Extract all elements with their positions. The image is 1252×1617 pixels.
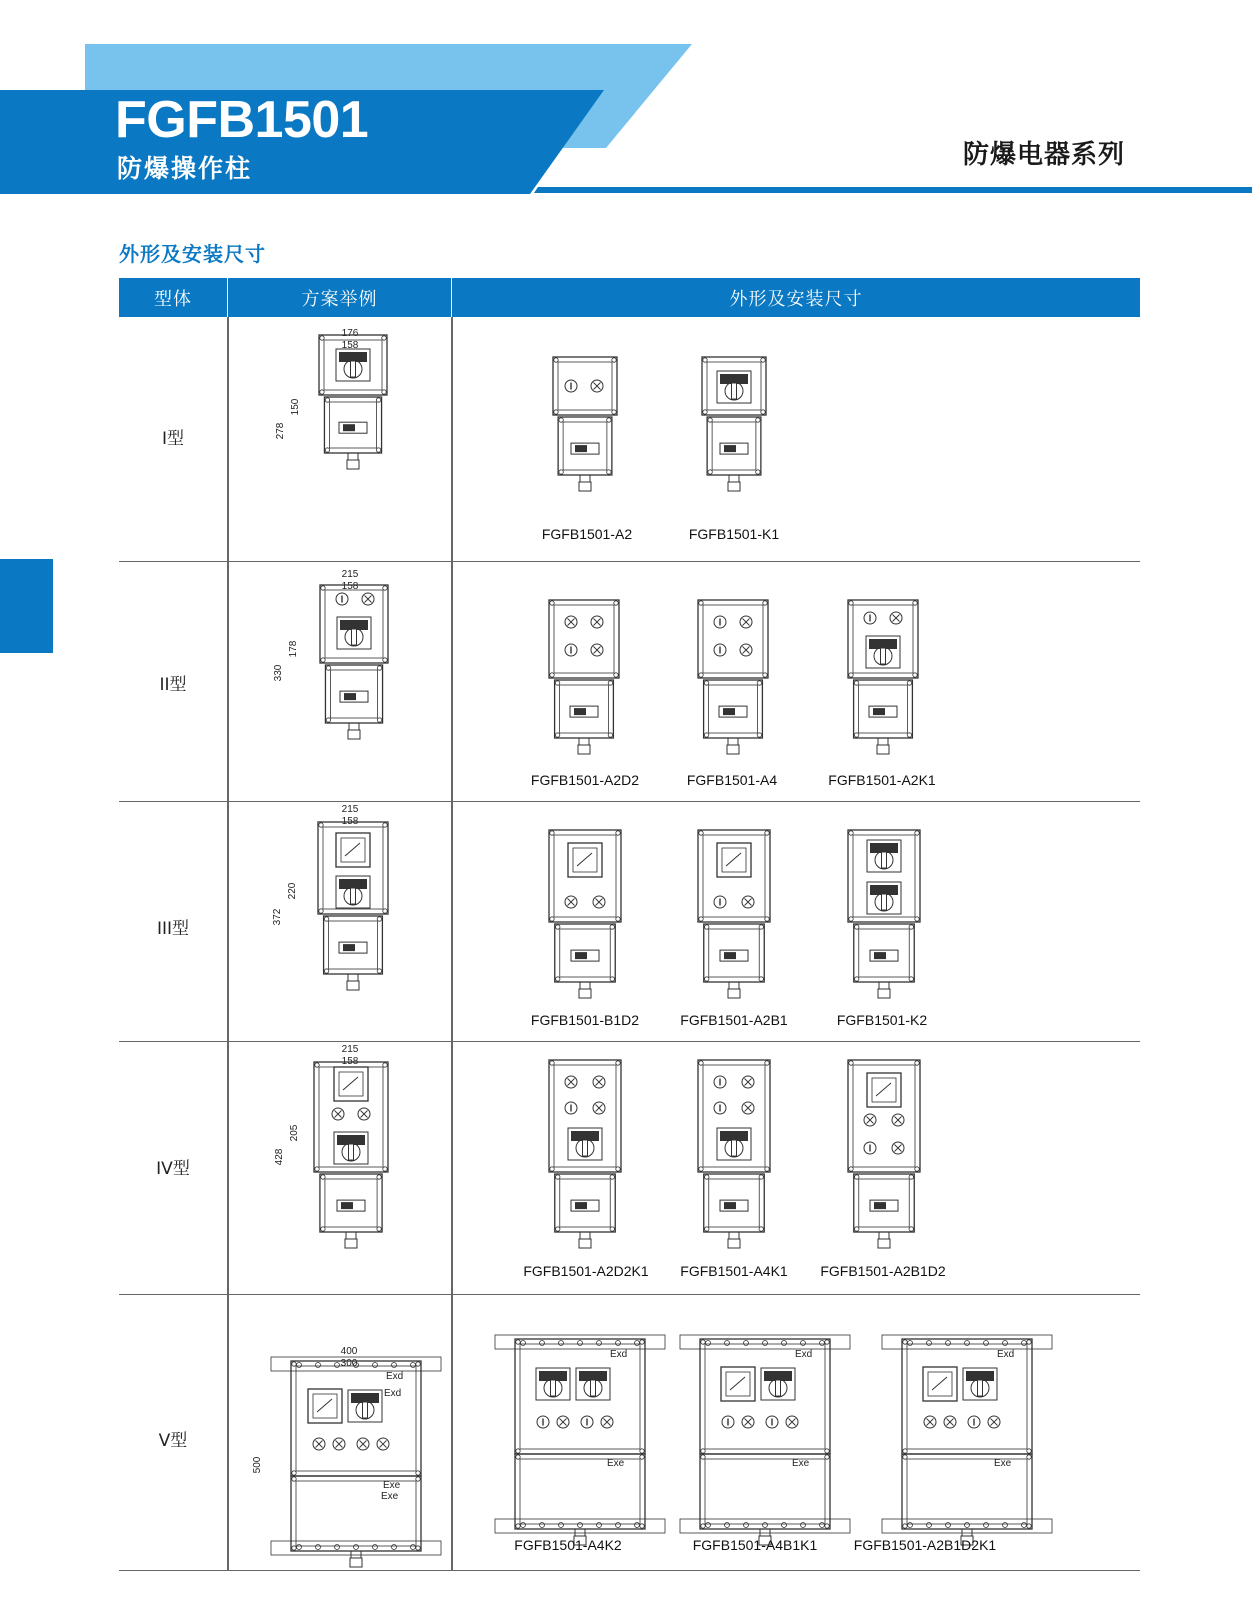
model-caption: FGFB1501-A2B1D2 [820,1263,946,1279]
model-drawing [553,357,617,491]
model-caption: FGFB1501-A4 [686,772,778,788]
dim-width-outer: 215 [341,804,359,815]
model-drawings [452,317,1140,1571]
dim-height-total: 278 [275,422,286,440]
svg-text:Exd: Exd [386,1371,404,1382]
model-caption: FGFB1501-A4B1K1 [692,1537,818,1553]
section-title: 外形及安装尺寸 [119,242,266,266]
model-drawing [698,1060,770,1248]
example-drawing-type-4 [314,1062,388,1248]
exd-label: Exd [384,1388,402,1399]
model-drawing [549,1060,621,1248]
svg-text:Exe: Exe [607,1458,625,1469]
dim-width-outer: 215 [341,1044,359,1055]
type-label: IV型 [156,1159,190,1179]
model-drawing [698,830,770,998]
dim-height-total: 372 [272,908,283,926]
model-drawing [848,830,920,998]
column-header-type: 型体 [119,278,227,317]
model-drawing [698,600,768,754]
column-header-dimensions: 外形及安装尺寸 [452,278,1140,317]
dim-width-inner: 300 [340,1358,358,1369]
svg-text:Exe: Exe [383,1480,401,1491]
product-name-subtitle: 防爆操作柱 [117,154,253,183]
model-drawing [848,600,918,754]
type-label: I型 [161,429,184,449]
dim-height-total: 500 [252,1456,263,1474]
example-drawing-type-3 [318,822,388,990]
dim-height-box: 205 [289,1124,300,1142]
dimension-table [119,278,1140,1571]
svg-text:Exd: Exd [610,1349,628,1360]
model-caption: FGFB1501-A2B1D2K1 [853,1537,997,1553]
dim-width-inner: 158 [341,581,359,592]
dim-width-outer: 400 [340,1346,358,1357]
example-drawings [228,317,451,1571]
model-drawing [882,1335,1052,1545]
model-caption: FGFB1501-K2 [836,1012,928,1028]
model-drawing [549,830,621,998]
model-caption: FGFB1501-B1D2 [530,1012,640,1028]
model-drawing [495,1335,665,1545]
model-caption: FGFB1501-A2K1 [828,772,936,788]
svg-text:Exd: Exd [795,1349,813,1360]
dim-width-inner: 158 [341,1056,359,1067]
model-caption: FGFB1501-A2 [541,526,633,542]
series-title: 防爆电器系列 [963,140,1126,170]
dim-height-box: 150 [290,398,301,416]
dim-height-box: 220 [287,882,298,900]
model-drawing [549,600,619,754]
type-label: V型 [158,1431,188,1451]
side-tab-marker [0,559,53,653]
model-caption: FGFB1501-K1 [688,526,780,542]
svg-text:Exe: Exe [994,1458,1012,1469]
model-caption: FGFB1501-A4K2 [514,1537,622,1553]
model-drawing [680,1335,850,1545]
model-caption: FGFB1501-A4K1 [680,1263,788,1279]
dim-height-total: 428 [274,1148,285,1166]
example-drawing-type-5 [271,1357,441,1567]
svg-text:Exd: Exd [997,1349,1015,1360]
type-label: II型 [159,675,187,695]
type-label: III型 [156,919,190,939]
page-header [0,0,1252,200]
dim-width-outer: 176 [341,328,359,339]
column-header-example: 方案举例 [228,278,451,317]
model-caption: FGFB1501-A2D2K1 [523,1263,649,1279]
product-model-title: FGFB1501 [115,91,369,149]
exe-label: Exe [381,1491,399,1502]
dim-width-outer: 215 [341,569,359,580]
example-drawing-type-1 [319,335,387,469]
model-caption: FGFB1501-A2D2 [530,772,640,788]
dim-height-box: 178 [288,640,299,658]
model-drawing [848,1060,920,1248]
dim-width-inner: 158 [341,816,359,827]
svg-text:Exe: Exe [792,1458,810,1469]
example-drawing-type-2 [320,585,388,739]
dim-height-total: 330 [273,664,284,682]
model-caption: FGFB1501-A2B1 [680,1012,788,1028]
dim-width-inner: 158 [341,340,359,351]
model-drawing [702,357,766,491]
